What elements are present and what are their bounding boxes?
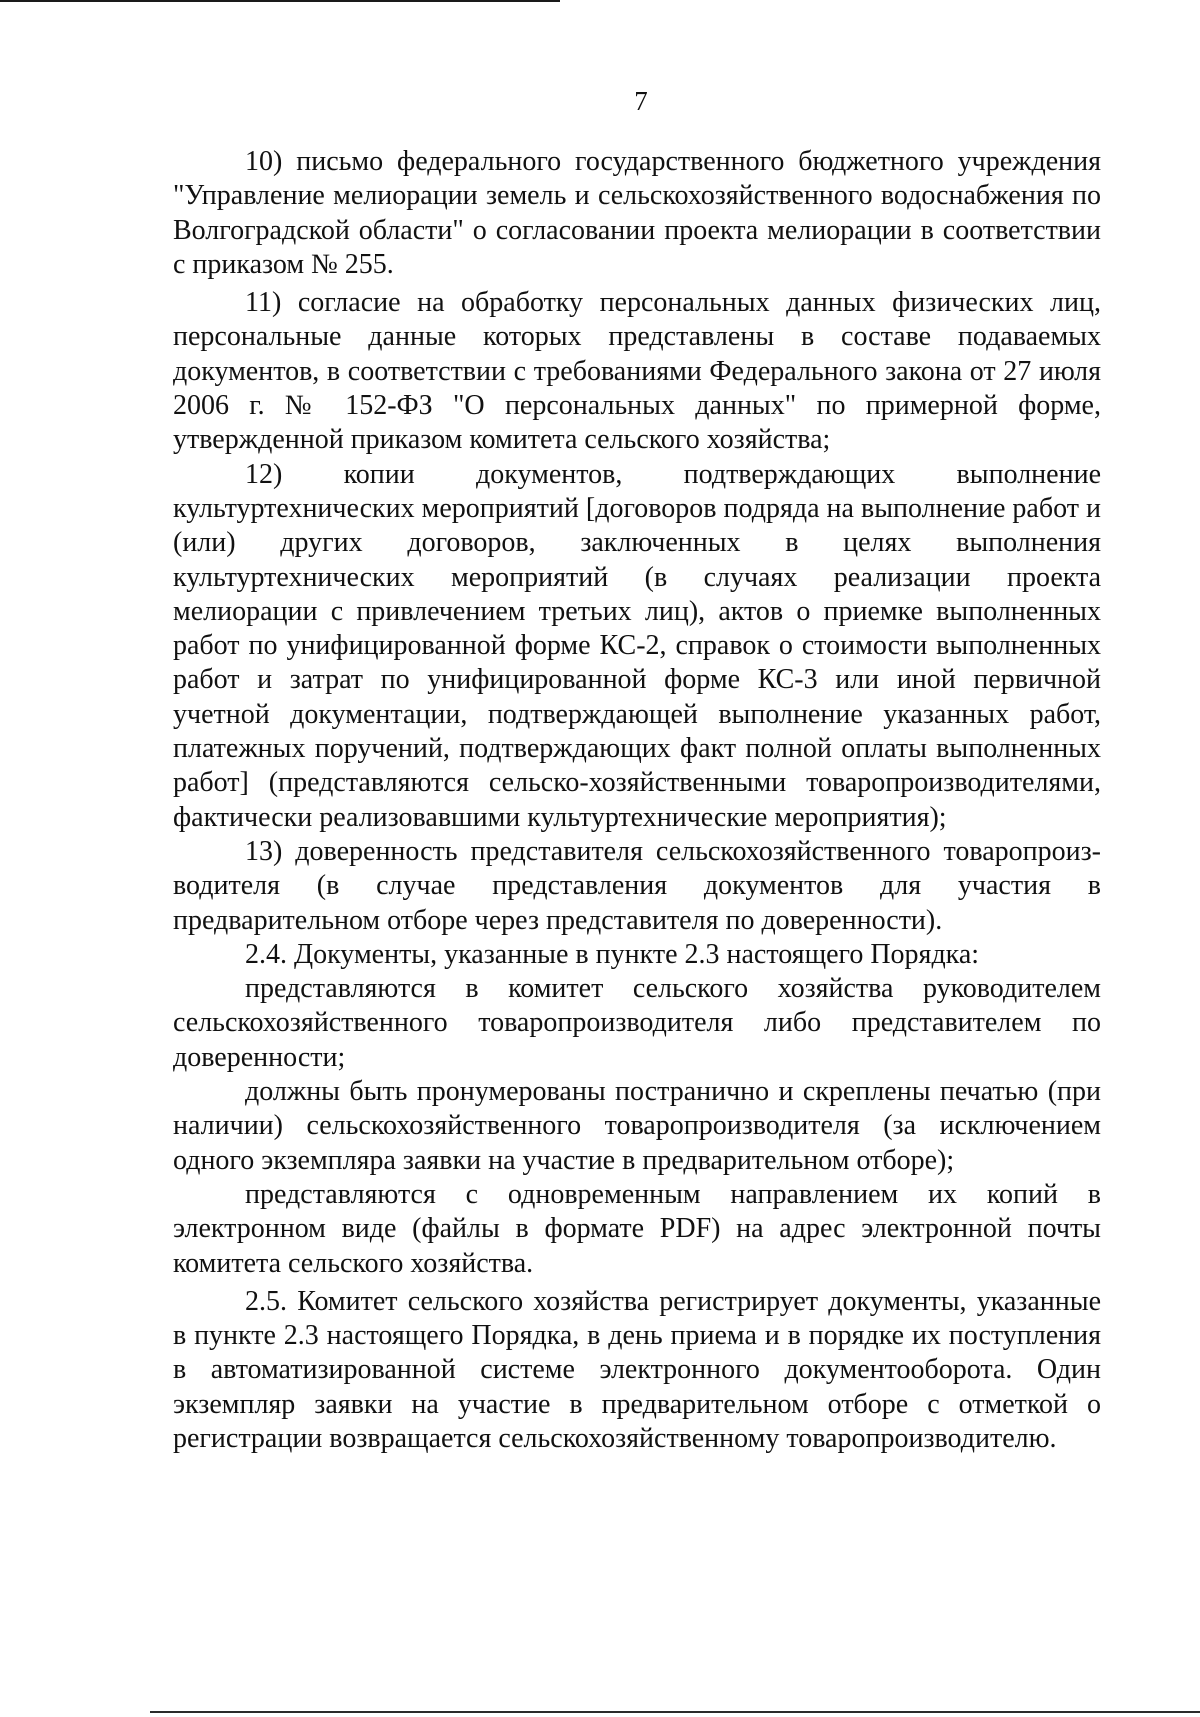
paragraph-item-11: 11) согласие на обработку персональных данных физических лиц, персональные данные которых представлены в составе подаваемых документов, в соответствии с требованиями Федерального закона от 27 июля 2006 г. № 152-ФЗ "О персональных данных" по примерной форме, утвержденной приказом комитета сельского хозяйства; [173,287,1101,456]
scan-edge-bottom [150,1711,1200,1713]
paragraph-electronic-copies: представляются с одновременным направлением их копий в электронном виде (файлы в формате PDF) на адрес электронной почты комитета сельского хозяйства. [173,1178,1101,1279]
paragraph-submission: представляются в комитет сельского хозяйства руководителем сельскохозяйственного товаропроизводителя либо представителем по доверенности; [173,973,1101,1073]
paragraph-2-4: 2.4. Документы, указанные в пункте 2.3 настоящего Порядка: [245,938,980,970]
paragraph-numbering: должны быть пронумерованы постранично и скреплены печатью (при наличии) сельскохозяйственного товаропроизводителя (за исключением одного экземпляра заявки на участие в предварительном отборе); [173,1076,1101,1176]
page-number: 7 [634,86,648,116]
scan-edge-top [0,0,560,2]
document-body [173,145,1101,1456]
paragraph-item-12: 12) копии документов, подтверждающих выполнение культуртехнических мероприятий [договоров подряда на выполнение работ и (или) других договоров, заключенных в целях выполнения культуртехнических мероприятий (в случаях реализации проекта мелиорации с привлечением третьих лиц), актов о приемке выполненных работ по унифицированной форме КС-2, справок о стоимости выполненных работ и затрат по унифицированной форме КС-3 или иной первичной учетной документации, подтверждающей выполнение указанных работ, платежных поручений, подтверждающих факт полной оплаты выполненных работ] (представляются сельско-хозяйственными товаропроизводителями, фактически реализовавшими культуртехнические мероприятия); [173,458,1101,833]
paragraph-item-13: 13) доверенность представителя сельскохозяйственного товаропроиз-водителя (в случае представления документов для участия в предварительном отборе через представителя по доверенности). [173,835,1101,936]
paragraph-2-5: 2.5. Комитет сельского хозяйства регистрирует документы, указанные в пункте 2.3 настоящего Порядка, в день приема и в порядке их поступления в автоматизированной системе электронного документооборота. Один экземпляр заявки на участие в предварительном отборе с отметкой о регистрации возвращается сельскохозяйственному товаропроизводителю. [173,1285,1101,1454]
paragraph-item-10: 10) письмо федерального государственного бюджетного учреждения "Управление мелиорации земель и сельскохозяйственного водоснабжения по Волгоградской области" о согласовании проекта мелиорации в соответствии с приказом № 255. [173,146,1101,280]
